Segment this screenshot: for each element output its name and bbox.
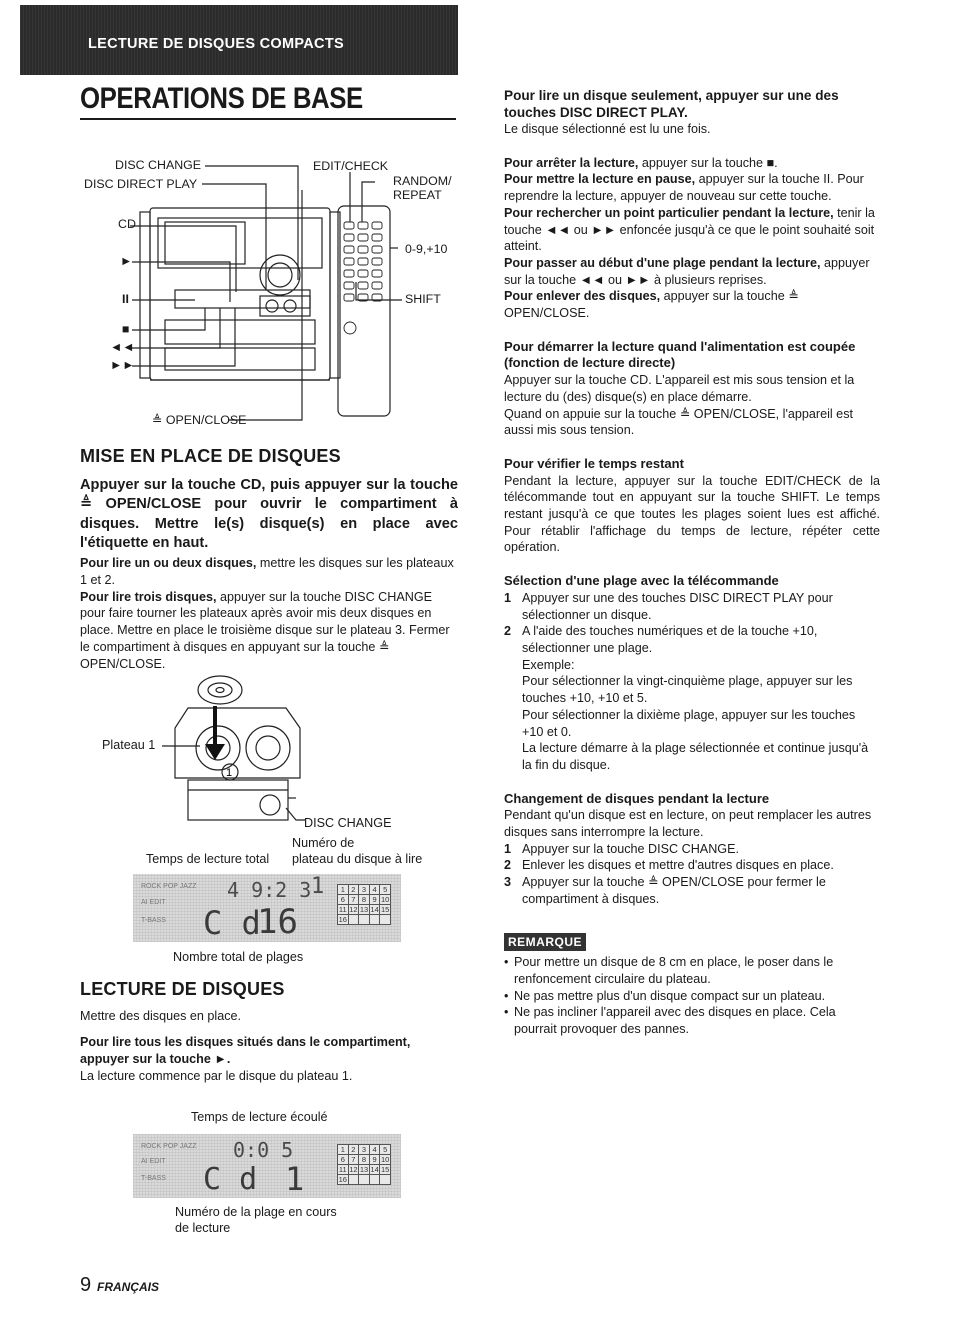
grid-cell: 15 — [381, 905, 390, 914]
change-step-3: 3 Appuyer sur la touche ≜ OPEN/CLOSE pour fermer le compartiment à disques. — [504, 874, 880, 907]
grid-cell: 13 — [359, 905, 369, 914]
label-edit-check: EDIT/CHECK — [313, 159, 389, 173]
grid-cell — [359, 1175, 370, 1185]
grid-cell: 11 — [338, 905, 347, 914]
lcd-cd-digits: C d — [203, 904, 261, 942]
grid-cell: 8 — [359, 895, 370, 905]
grid-cell: 12 — [349, 1165, 358, 1174]
grid-cell: 4 — [370, 885, 381, 895]
label-disc-direct-play: DISC DIRECT PLAY — [84, 177, 198, 191]
grid-cell: 4 — [370, 1145, 381, 1155]
grid-cell — [370, 1175, 381, 1185]
label-total-tracks: Nombre total de plages — [173, 950, 304, 964]
change-step-2: 2 Enlever les disques et mettre d'autres disques en place. — [504, 858, 834, 873]
lcd2-modes: ROCK POP JAZZ — [141, 1143, 197, 1150]
heading-verify-time: Pour vérifier le temps restant — [504, 455, 684, 471]
heading-mise-en-place: MISE EN PLACE DE DISQUES — [80, 446, 341, 466]
grid-cell: 13 — [359, 1165, 369, 1174]
tray-illustration — [100, 668, 420, 838]
para-stop — [504, 155, 880, 172]
bold-remove: Pour enlever des disques, — [504, 289, 661, 304]
grid-cell: 16 — [338, 915, 347, 924]
note-1-text: Pour mettre un disque de 8 cm en place, le poser dans le renfoncement circulaire du plateau. — [514, 955, 834, 986]
para-remove — [504, 288, 880, 321]
text-skip: appuyer sur la touche ◄◄ ou ►► à plusieurs reprises. — [504, 255, 870, 287]
tray-diagram — [100, 668, 420, 838]
grid-cell: 1 — [338, 885, 349, 895]
remote-step-2-text: A l'aide des touches numériques et de la touche +10, sélectionner une plage. — [522, 624, 818, 655]
grid-cell — [380, 915, 391, 925]
grid-cell: 2 — [349, 885, 360, 895]
grid-cell: 7 — [349, 1155, 360, 1165]
label-total-time: Temps de lecture total — [146, 852, 270, 866]
grid-cell: 9 — [370, 895, 381, 905]
lecture-intro: Mettre des disques en place. — [80, 1008, 242, 1023]
example-2: Pour sélectionner la dixième plage, appuyer sur les touches +10 et 0. — [522, 707, 856, 739]
bold-search: Pour rechercher un point particulier pendant la lecture, — [504, 205, 834, 220]
tray-number: 1 — [226, 767, 233, 779]
banner-title: LECTURE DE DISQUES COMPACTS — [88, 36, 344, 52]
heading-remote-selection: Sélection d'une plage avec la télécommande — [504, 573, 779, 589]
grid-cell: 10 — [381, 1155, 390, 1164]
grid-cell: 2 — [349, 1145, 360, 1155]
lcd2-tbass: T-BASS — [141, 1175, 166, 1182]
grid-cell: 3 — [359, 1145, 370, 1155]
lcd-display-elapsed — [133, 1134, 401, 1198]
label-rew: ◄◄ — [110, 340, 135, 354]
note-2-text: Ne pas mettre plus d'un disque compact sur un plateau. — [514, 988, 826, 1003]
label-elapsed-time: Temps de lecture écoulé — [191, 1110, 328, 1124]
label-random: RANDOM/ — [393, 174, 452, 188]
note-3: • Ne pas incliner l'appareil avec des disques en place. Cela pourrait provoquer des pannes. — [504, 1004, 880, 1037]
note-3-text: Ne pas incliner l'appareil avec des disques en place. Cela pourrait provoquer des pannes. — [514, 1005, 836, 1037]
title-rule — [80, 118, 456, 120]
lcd2-cd-digits: C d — [203, 1162, 258, 1197]
stereo-diagram — [80, 150, 460, 430]
grid-cell — [370, 915, 381, 925]
label-open-close: ≜ OPEN/CLOSE — [152, 413, 247, 427]
grid-cell — [349, 915, 360, 925]
grid-cell: 7 — [349, 895, 360, 905]
grid-cell: 8 — [359, 1155, 370, 1165]
bold-one-two-discs: Pour lire un ou deux disques, — [80, 556, 257, 571]
grid-cell: 5 — [380, 1145, 391, 1155]
right-column — [504, 87, 880, 1038]
remarque-label: REMARQUE — [504, 933, 586, 952]
page-language: FRANÇAIS — [97, 1280, 159, 1294]
verify-text: Pendant la lecture, appuyer sur la touche EDIT/CHECK de la télécommande tout en appuyant sur la touche SHIFT. Le temps restant jusqu'à ce que toutes les plages soient lues est affiché. Pour rétablir l'affichage du temps de lecture, répéter cette opération. — [504, 473, 880, 555]
label-disc-change: DISC CHANGE — [115, 158, 202, 172]
grid-cell: 14 — [370, 905, 379, 914]
lcd2-track-digit: 1 — [285, 1160, 305, 1198]
heading-change-discs: Changement de disques pendant la lecture — [504, 790, 770, 806]
lead-mise-en-place: Appuyer sur la touche CD, puis appuyer sur la touche ≜ OPEN/CLOSE pour ouvrir le compartiment à disques. Mettre le(s) disque(s) en place avec l'étiquette en haut. — [80, 476, 458, 551]
label-stop: ■ — [122, 322, 130, 336]
grid-cell: 12 — [349, 905, 358, 914]
grid-cell: 11 — [338, 1165, 347, 1174]
para-skip — [504, 255, 880, 288]
lcd2-time-digits: 0:0 5 — [233, 1138, 294, 1162]
note-2: • Ne pas mettre plus d'un disque compact sur un plateau. — [504, 988, 826, 1003]
remarque-box — [504, 933, 880, 952]
text-pause: appuyer sur la touche II. Pour reprendre la lecture, appuyer de nouveau sur cette touche. — [504, 172, 864, 204]
page-title: OPERATIONS DE BASE — [80, 82, 363, 115]
grid-cell — [380, 1175, 391, 1185]
grid-cell — [359, 915, 370, 925]
label-shift: SHIFT — [405, 292, 441, 306]
change-step-2-text: Enlever les disques et mettre d'autres disques en place. — [522, 858, 834, 873]
track-grid-2 — [337, 1144, 391, 1185]
label-play: ► — [120, 254, 133, 268]
label-tray-number: plateau du disque à lire — [292, 852, 423, 866]
left-column-bottom — [80, 981, 458, 1085]
right-lead: Pour lire un disque seulement, appuyer sur une des touches DISC DIRECT PLAY. — [504, 88, 839, 120]
lcd-display-total — [133, 874, 401, 942]
direct-text-1: Appuyer sur la touche CD. L'appareil est mis sous tension et la lecture du (des) disque(s) en place démarre. — [504, 373, 855, 404]
change-step-1-text: Appuyer sur la touche DISC CHANGE. — [522, 841, 739, 856]
para-three-discs — [80, 589, 458, 673]
text-remove: appuyer sur la touche ≜ OPEN/CLOSE. — [504, 289, 799, 321]
grid-cell: 6 — [338, 895, 349, 905]
label-cd: CD — [118, 217, 136, 231]
bold-three-discs: Pour lire trois disques, — [80, 589, 217, 604]
track-grid — [337, 884, 391, 925]
change-step-1: 1 Appuyer sur la touche DISC CHANGE. — [504, 841, 739, 856]
lecture-bold-line: Pour lire tous les disques situés dans le compartiment, appuyer sur la touche ►. — [80, 1035, 411, 1067]
lcd-track-digits: 16 — [257, 902, 298, 942]
grid-cell: 16 — [338, 1175, 347, 1184]
para-one-two-discs — [80, 555, 458, 588]
label-ff: ►► — [110, 358, 135, 372]
remote-step-1: 1 Appuyer sur une des touches DISC DIRECT PLAY pour sélectionner un disque. — [504, 590, 880, 623]
change-text: Pendant qu'un disque est en lecture, on peut remplacer les autres disques sans interrompre la lecture. — [504, 808, 872, 840]
remote-step-1-text: Appuyer sur une des touches DISC DIRECT PLAY pour sélectionner un disque. — [522, 590, 833, 622]
left-column-top — [80, 448, 458, 672]
text-stop: appuyer sur la touche ■. — [638, 155, 778, 170]
text-search: tenir la touche ◄◄ ou ►► enfoncée jusqu'à ce que le point souhaité soit atteint. — [504, 205, 875, 254]
change-step-3-text: Appuyer sur la touche ≜ OPEN/CLOSE pour fermer le compartiment à disques. — [522, 875, 826, 906]
lcd-tray-digit: 1 — [311, 874, 325, 899]
example-1: Pour sélectionner la vingt-cinquième plage, appuyer sur les touches +10, +10 et 5. — [522, 674, 853, 706]
label-tray-disc-change: DISC CHANGE — [304, 816, 392, 830]
lcd2-ai-edit: AI EDIT — [141, 1158, 166, 1165]
para-search — [504, 205, 880, 255]
lcd-ai-edit: AI EDIT — [141, 899, 166, 906]
text-one-two-discs: mettre les disques sur les plateaux 1 et 2. — [80, 556, 454, 588]
grid-cell: 6 — [338, 1155, 349, 1165]
lcd-tbass: T-BASS — [141, 917, 166, 924]
label-numbers: 0-9,+10 — [405, 242, 448, 256]
note-1: • Pour mettre un disque de 8 cm en place, le poser dans le renfoncement circulaire du plateau. — [504, 954, 880, 987]
heading-direct-play: Pour démarrer la lecture quand l'alimentation est coupée (fonction de lecture directe) — [504, 338, 856, 371]
lcd-modes: ROCK POP JAZZ — [141, 883, 197, 890]
para-pause — [504, 171, 880, 204]
remote-step-2: 2 A l'aide des touches numériques et de la touche +10, sélectionner une plage. — [504, 623, 880, 656]
label-repeat: REPEAT — [393, 188, 442, 202]
bold-stop: Pour arrêter la lecture, — [504, 155, 639, 170]
grid-cell: 5 — [380, 885, 391, 895]
heading-lecture: LECTURE DE DISQUES — [80, 979, 285, 999]
label-plateau: Plateau 1 — [102, 738, 156, 752]
grid-cell: 9 — [370, 1155, 381, 1165]
example-label: Exemple: — [522, 657, 575, 672]
grid-cell: 3 — [359, 885, 370, 895]
right-lead-text: Le disque sélectionné est lu une fois. — [504, 122, 711, 136]
text-three-discs: appuyer sur la touche DISC CHANGE pour faire tourner les plateaux après avoir mis deux disques en place. Mettre en place le troisième disque sur le plateau 3. Fermer le compartiment à disques en appuyant sur la touche ≜ OPEN/CLOSE. — [80, 589, 450, 671]
lcd-time-digits: 4 9:2 3 — [227, 878, 312, 902]
label-current-track: Numéro de la plage en cours — [175, 1205, 337, 1219]
grid-cell — [349, 1175, 360, 1185]
grid-cell: 10 — [381, 895, 390, 904]
bold-pause: Pour mettre la lecture en pause, — [504, 172, 696, 187]
example-3: La lecture démarre à la plage sélectionnée et continue jusqu'à la fin du disque. — [522, 741, 869, 772]
section-banner — [20, 5, 458, 75]
direct-text-2: Quand on appuie sur la touche ≜ OPEN/CLOSE, l'appareil est aussi mis sous tension. — [504, 406, 853, 438]
grid-cell: 14 — [370, 1165, 379, 1174]
label-current-track-2: de lecture — [175, 1221, 231, 1235]
grid-cell: 1 — [338, 1145, 349, 1155]
label-numero-de: Numéro de — [292, 836, 355, 850]
bold-skip: Pour passer au début d'une plage pendant la lecture, — [504, 255, 821, 270]
page-number: 9 — [80, 1274, 92, 1296]
grid-cell: 15 — [381, 1165, 390, 1174]
lecture-text: La lecture commence par le disque du plateau 1. — [80, 1068, 353, 1083]
label-pause: II — [122, 292, 129, 306]
